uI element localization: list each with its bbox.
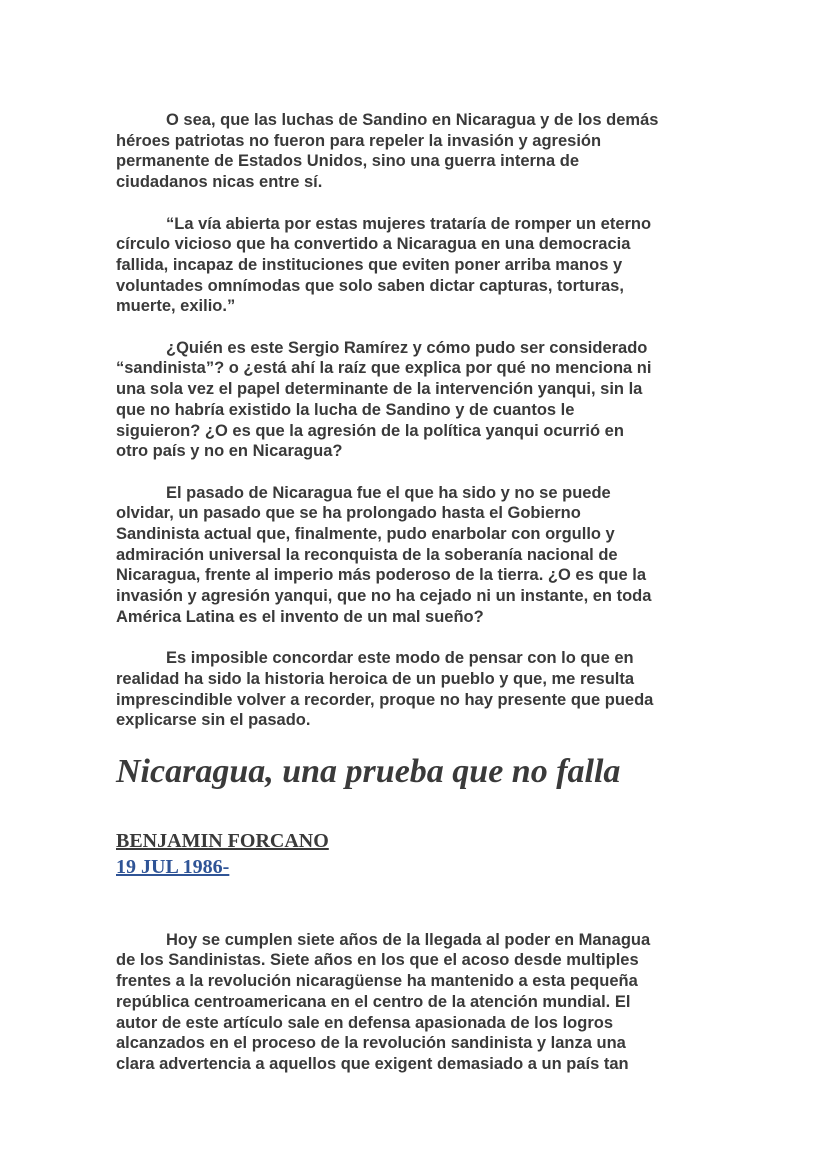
- paragraph-impossible-agree: Es imposible concordar este modo de pensar con lo que en realidad ha sido la historia heroica de un pueblo y que, me resulta imprescindible volver a recorder, proque no hay presente que pueda explicarse sin el pasado.: [116, 649, 654, 730]
- paragraph-sandino-struggles: O sea, que las luchas de Sandino en Nicaragua y de los demás héroes patriotas no fueron para repeler la invasión y agresión permanente de Estados Unidos, sino una guerra interna de ciudadanos nicas entre sí.: [116, 111, 659, 192]
- article-title: Nicaragua, una prueba que no falla: [116, 752, 621, 790]
- paragraph-sergio-ramirez: ¿Quién es este Sergio Ramírez y cómo pudo ser considerado “sandinista”? o ¿está ahí la raíz que explica por qué no menciona ni una sola vez el papel determinante de la intervención yanqui, sin la que no habría existido la lucha de Sandino y de cuantos le siguieron? ¿O es que la agresión de la política yanqui ocurrió en otro país y no en Nicaragua?: [116, 338, 652, 461]
- article-author: BENJAMIN FORCANO: [116, 829, 329, 852]
- article-date-link[interactable]: 19 JUL 1986-: [116, 855, 230, 878]
- paragraph-nicaragua-past: El pasado de Nicaragua fue el que ha sido y no se puede olvidar, un pasado que se ha prolongado hasta el Gobierno Sandinista actual que, finalmente, pudo enarbolar con orgullo y admiración universal la reconquista de la soberanía nacional de Nicaragua, frente al imperio más poderoso de la tierra. ¿O es que la invasión y agresión yanqui, que no ha cejado ni un instante, en toda América Latina es el invento de un mal sueño?: [116, 483, 652, 626]
- paragraph-quote-women: “La vía abierta por estas mujeres trataría de romper un eterno círculo vicioso que ha convertido a Nicaragua en una democracia fallida, incapaz de instituciones que eviten poner arriba manos y voluntades omnímodas que solo saben dictar capturas, torturas, muerte, exilio.”: [116, 214, 652, 316]
- document-page: [116, 110, 716, 1095]
- article-intro-paragraph: Hoy se cumplen siete años de la llegada al poder en Managua de los Sandinistas. Siete años en los que el acoso desde multiples frentes a la revolución nicaragüense ha mantenido a esta pequeña república centroamericana en el centro de la atención mundial. El autor de este artículo sale en defensa apasionada de los logros alcanzados en el proceso de la revolución sandinista y lanza una clara advertencia a aquellos que exigent demasiado a un país tan: [116, 930, 651, 1073]
